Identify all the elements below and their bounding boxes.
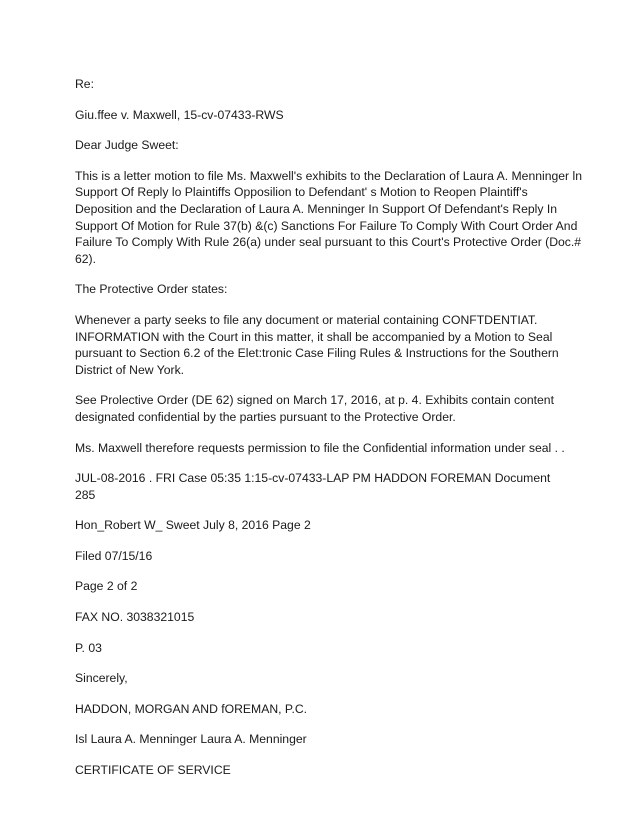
quote-line: INFORMATION with the Court in this matter, it shall be accompanied by a Motion to Seal xyxy=(75,329,553,344)
case-caption: Giu.ffee v. Maxwell, 15-cv-07433-RWS xyxy=(75,107,284,122)
closing: Sincerely, xyxy=(75,671,128,686)
fax-number: FAX NO. 3038321015 xyxy=(75,610,195,625)
quote-line: District of New York. xyxy=(75,362,185,377)
see-order-line: designated confidential by the parties pursuant to the Protective Order. xyxy=(75,409,456,424)
protective-order-quote xyxy=(75,312,565,378)
see-order-line: See Prolective Order (DE 62) signed on March 17, 2016, at p. 4. Exhibits contain content xyxy=(75,393,554,408)
page-code: P. 03 xyxy=(75,640,102,655)
motion-line: 62). xyxy=(75,251,97,266)
quote-line: pursuant to Section 6.2 of the Elet:tronic Case Filing Rules & Instructions for the Southern xyxy=(75,346,559,361)
motion-line: Deposition and the Declaration of Laura A. Menninger In Support Of Defendant's Reply In xyxy=(75,201,557,216)
letter-body xyxy=(75,76,582,793)
page-header: Hon_Robert W_ Sweet July 8, 2016 Page 2 xyxy=(75,518,311,533)
see-order-paragraph xyxy=(75,392,565,425)
motion-line: This is a letter motion to file Ms. Maxwell's exhibits to the Declaration of Laura A. Menninger ln xyxy=(75,168,582,183)
motion-line: Failure To Comply With Rule 26(a) under seal pursuant to this Court's Protective Order (Doc.# xyxy=(75,235,582,250)
salutation: Dear Judge Sweet: xyxy=(75,138,179,153)
filed-date: Filed 07/15/16 xyxy=(75,548,153,563)
re-label: Re: xyxy=(75,77,94,91)
firm-name: HADDON, MORGAN AND fOREMAN, P.C. xyxy=(75,701,308,716)
certificate-heading: CERTIFICATE OF SERVICE xyxy=(75,763,231,778)
motion-line: Support Of Reply lo Plaintiffs Opposilion to Defendant' s Motion to Reopen Plaintiff's xyxy=(75,185,528,200)
quote-line: Whenever a party seeks to file any document or material containing CONFTDENTIAT. xyxy=(75,312,538,327)
motion-paragraph xyxy=(75,168,582,268)
request-line: Ms. Maxwell therefore requests permission to file the Confidential information under seal . . xyxy=(75,440,565,455)
protective-order-intro: The Protective Order states: xyxy=(75,282,228,297)
fax-header: JUL-08-2016 . FRI Case 05:35 1:15-cv-07433-LAP PM HADDON FOREMAN Document 285 xyxy=(75,471,551,502)
motion-line: Support Of Motion for Rule 37(b) &(c) Sanctions For Failure To Comply With Court Order And xyxy=(75,218,578,233)
signature-line: Isl Laura A. Menninger Laura A. Menninger xyxy=(75,732,307,747)
page-count: Page 2 of 2 xyxy=(75,579,138,594)
